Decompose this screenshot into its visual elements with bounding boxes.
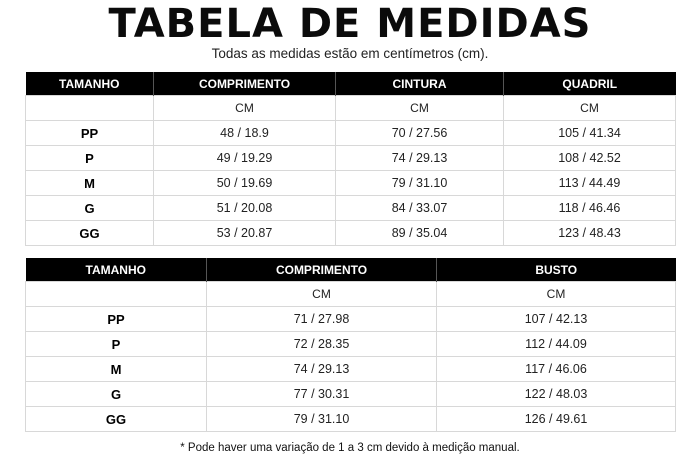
- size-table-waist-hip: [25, 72, 676, 246]
- table-cell: 49 / 19.29: [154, 146, 336, 171]
- size-cell: GG: [26, 407, 207, 432]
- size-cell: P: [26, 332, 207, 357]
- table-row: [26, 121, 676, 146]
- column-header: TAMANHO: [26, 258, 207, 282]
- unit-cell: CM: [437, 282, 676, 307]
- unit-row: [26, 96, 676, 121]
- table-cell: 74 / 29.13: [207, 357, 437, 382]
- table-cell: 105 / 41.34: [504, 121, 676, 146]
- size-cell: P: [26, 146, 154, 171]
- table-cell: 117 / 46.06: [437, 357, 676, 382]
- size-cell: PP: [26, 121, 154, 146]
- column-header: CINTURA: [336, 72, 504, 96]
- unit-cell-empty: [26, 282, 207, 307]
- size-cell: M: [26, 171, 154, 196]
- table-row: [26, 196, 676, 221]
- table-row: [26, 407, 676, 432]
- table-cell: 48 / 18.9: [154, 121, 336, 146]
- table-header-row: [26, 72, 676, 96]
- table-cell: 70 / 27.56: [336, 121, 504, 146]
- table-cell: 122 / 48.03: [437, 382, 676, 407]
- column-header: TAMANHO: [26, 72, 154, 96]
- unit-cell: CM: [154, 96, 336, 121]
- table-row: [26, 146, 676, 171]
- table-cell: 126 / 49.61: [437, 407, 676, 432]
- table-cell: 113 / 44.49: [504, 171, 676, 196]
- size-cell: GG: [26, 221, 154, 246]
- size-cell: G: [26, 196, 154, 221]
- column-header: QUADRIL: [504, 72, 676, 96]
- table-cell: 50 / 19.69: [154, 171, 336, 196]
- table-cell: 107 / 42.13: [437, 307, 676, 332]
- table-cell: 123 / 48.43: [504, 221, 676, 246]
- size-table-bust: [25, 258, 676, 432]
- column-header: COMPRIMENTO: [154, 72, 336, 96]
- table-row: [26, 357, 676, 382]
- measurement-note: * Pode haver uma variação de 1 a 3 cm devido à medição manual.: [180, 442, 520, 454]
- size-cell: G: [26, 382, 207, 407]
- page-title: TABELA DE MEDIDAS: [108, 1, 592, 47]
- table-cell: 72 / 28.35: [207, 332, 437, 357]
- table-cell: 74 / 29.13: [336, 146, 504, 171]
- table-cell: 51 / 20.08: [154, 196, 336, 221]
- table-cell: 79 / 31.10: [207, 407, 437, 432]
- page-subtitle: Todas as medidas estão em centímetros (cm).: [211, 46, 489, 61]
- column-header: COMPRIMENTO: [207, 258, 437, 282]
- size-cell: M: [26, 357, 207, 382]
- table-cell: 118 / 46.46: [504, 196, 676, 221]
- unit-cell-empty: [26, 96, 154, 121]
- table-cell: 89 / 35.04: [336, 221, 504, 246]
- unit-row: [26, 282, 676, 307]
- table-row: [26, 221, 676, 246]
- table-cell: 77 / 30.31: [207, 382, 437, 407]
- table-row: [26, 332, 676, 357]
- table-row: [26, 382, 676, 407]
- table-row: [26, 171, 676, 196]
- table-cell: 112 / 44.09: [437, 332, 676, 357]
- unit-cell: CM: [207, 282, 437, 307]
- table-row: [26, 307, 676, 332]
- unit-cell: CM: [336, 96, 504, 121]
- size-cell: PP: [26, 307, 207, 332]
- unit-cell: CM: [504, 96, 676, 121]
- table-header-row: [26, 258, 676, 282]
- table-cell: 53 / 20.87: [154, 221, 336, 246]
- table-cell: 84 / 33.07: [336, 196, 504, 221]
- table-cell: 108 / 42.52: [504, 146, 676, 171]
- table-cell: 79 / 31.10: [336, 171, 504, 196]
- column-header: BUSTO: [437, 258, 676, 282]
- table-cell: 71 / 27.98: [207, 307, 437, 332]
